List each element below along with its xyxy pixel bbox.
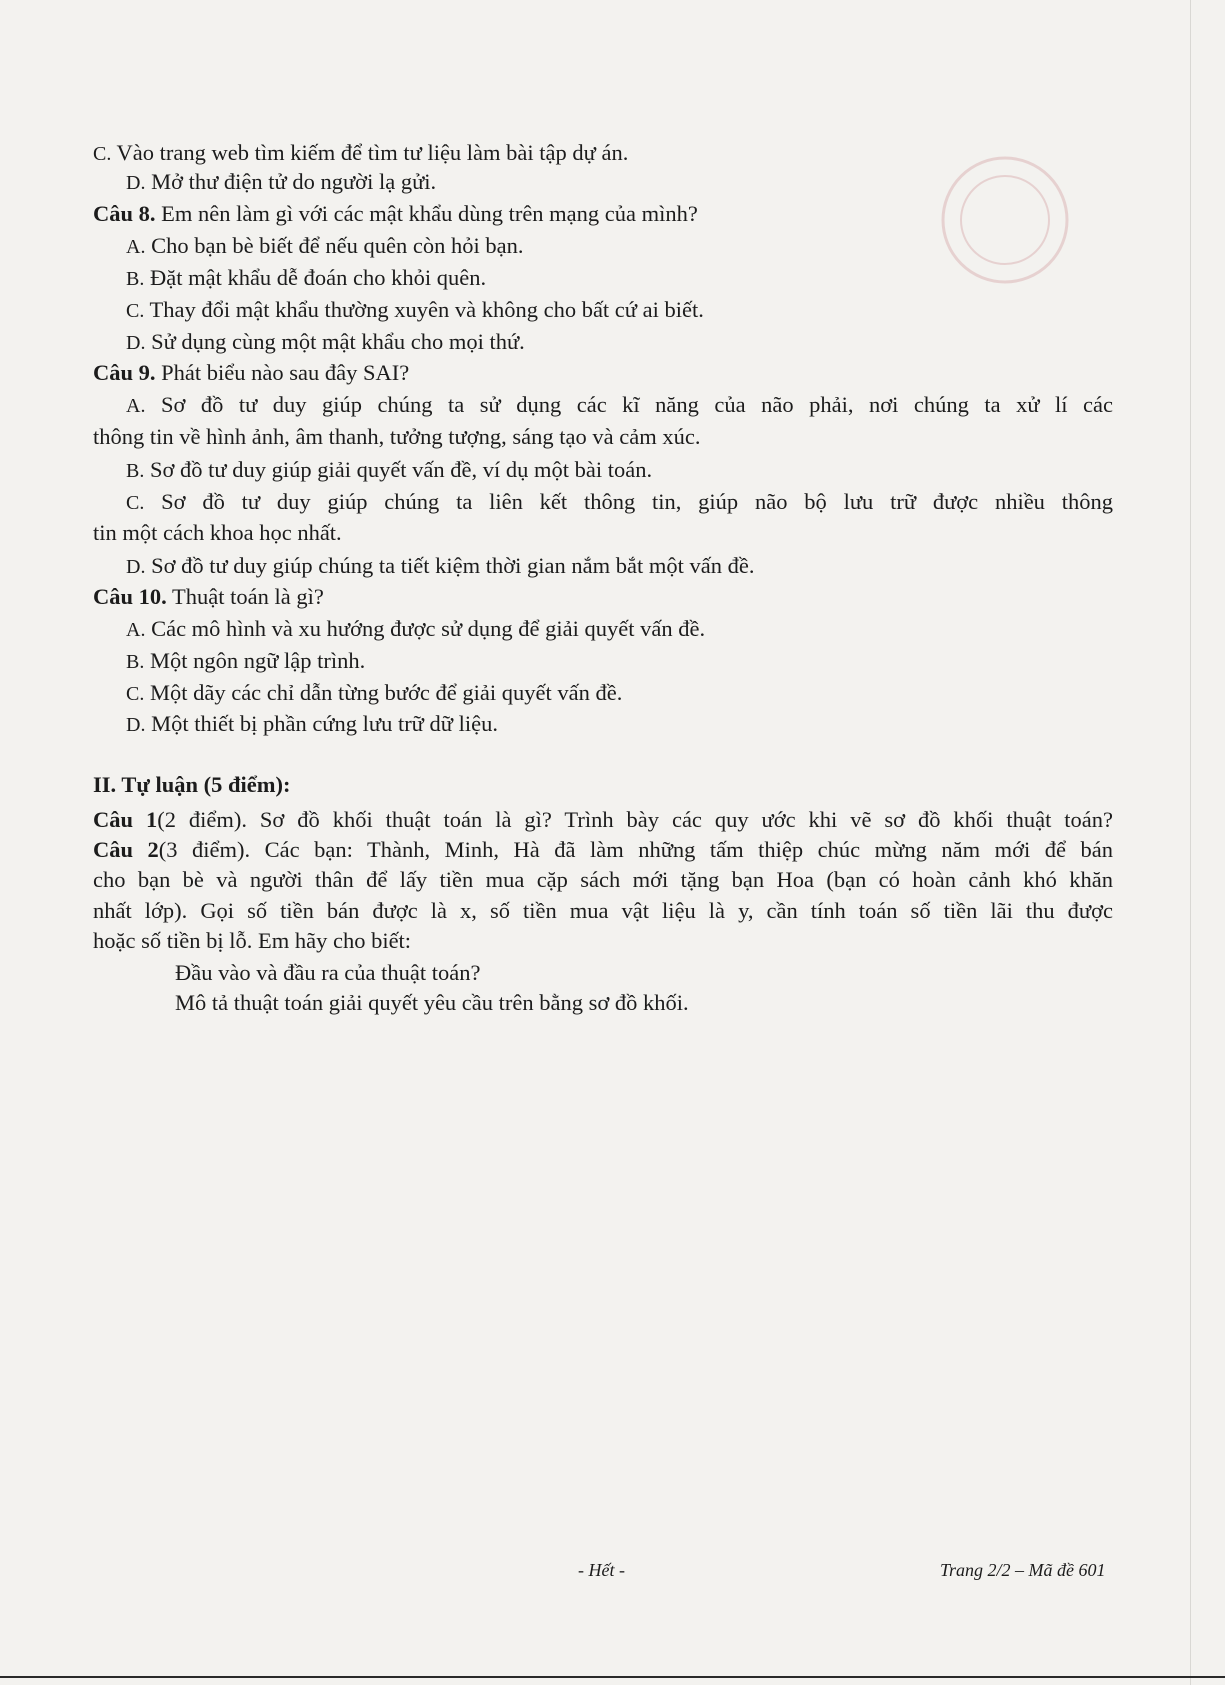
option-label: D.	[126, 332, 146, 354]
line-text: Sơ đồ tư duy giúp giải quyết vấn đề, ví dụ một bài toán.	[144, 457, 653, 482]
line-text: cho bạn bè và người thân để lấy tiền mua cặp sách mới tặng bạn Hoa (bạn có hoàn cảnh khó khăn	[93, 867, 1113, 892]
line-text: Đầu vào và đầu ra của thuật toán?	[175, 960, 481, 985]
text-line	[126, 263, 1225, 294]
line-text: Vào trang web tìm kiếm để tìm tư liệu làm bài tập dự án.	[111, 140, 629, 165]
text-line	[126, 678, 1225, 709]
text-line	[93, 518, 1225, 548]
question-label: Câu 8.	[93, 201, 156, 226]
question-label: Câu 2	[93, 837, 159, 862]
line-text: Thuật toán là gì?	[166, 584, 324, 609]
text-line	[93, 926, 1225, 956]
line-text: Một ngôn ngữ lập trình.	[144, 648, 366, 673]
text-line	[93, 805, 1113, 835]
page-and-code: Trang 2/2 – Mã đề 601	[940, 1560, 1106, 1580]
text-line	[126, 327, 1225, 358]
text-line	[93, 835, 1113, 865]
text-line	[93, 199, 1225, 229]
line-text: hoặc số tiền bị lỗ. Em hãy cho biết:	[93, 928, 412, 953]
question-label: Câu 9.	[93, 360, 156, 385]
text-line	[93, 865, 1113, 895]
question-label: Câu 1	[93, 807, 158, 832]
option-label: A.	[126, 236, 146, 258]
line-text: Phát biểu nào sau đây SAI?	[155, 360, 410, 385]
text-line	[93, 138, 1225, 169]
question-label: Câu 10.	[93, 584, 167, 609]
option-label: A.	[126, 619, 146, 641]
option-label: C.	[93, 143, 112, 165]
option-label: C.	[126, 492, 145, 514]
text-line	[126, 231, 1225, 262]
option-label: D.	[126, 714, 146, 736]
line-text: nhất lớp). Gọi số tiền bán được là x, số tiền mua vật liệu là y, cần tính toán số tiền lãi thu được	[93, 898, 1113, 923]
line-text: Sơ đồ tư duy giúp chúng ta tiết kiệm thời gian nắm bắt một vấn đề.	[145, 553, 755, 578]
option-label: A.	[126, 395, 146, 417]
text-line	[126, 455, 1225, 486]
line-text: Đặt mật khẩu dễ đoán cho khỏi quên.	[144, 265, 487, 290]
line-text: Các mô hình và xu hướng được sử dụng để giải quyết vấn đề.	[145, 616, 706, 641]
section-heading: II. Tự luận (5 điểm):	[93, 772, 291, 797]
option-label: D.	[126, 556, 146, 578]
line-text: (2 điểm). Sơ đồ khối thuật toán là gì? Trình bày các quy ước khi vẽ sơ đồ khối thuật toán?	[157, 807, 1114, 832]
line-text: Một thiết bị phần cứng lưu trữ dữ liệu.	[145, 711, 498, 736]
text-line	[126, 551, 1225, 582]
line-text: Một dãy các chỉ dẫn từng bước để giải quyết vấn đề.	[144, 680, 623, 705]
text-line	[93, 582, 1225, 612]
line-text: Sơ đồ tư duy giúp chúng ta liên kết thông tin, giúp não bộ lưu trữ được nhiều thông	[144, 489, 1113, 514]
option-label: C.	[126, 300, 145, 322]
text-line	[126, 646, 1225, 677]
end-marker: - Hết -	[578, 1560, 625, 1580]
text-line	[93, 358, 1225, 388]
line-text: Mô tả thuật toán giải quyết yêu cầu trên bằng sơ đồ khối.	[175, 990, 689, 1015]
line-text: Cho bạn bè biết để nếu quên còn hỏi bạn.	[145, 233, 524, 258]
text-line	[126, 614, 1225, 645]
line-text: Sử dụng cùng một mật khẩu cho mọi thứ.	[145, 329, 525, 354]
option-label: C.	[126, 683, 145, 705]
line-text: tin một cách khoa học nhất.	[93, 520, 342, 545]
line-text: Sơ đồ tư duy giúp chúng ta sử dụng các kĩ năng của não phải, nơi chúng ta xử lí các	[145, 392, 1113, 417]
text-line	[126, 167, 1225, 198]
line-text: thông tin về hình ảnh, âm thanh, tưởng tượng, sáng tạo và cảm xúc.	[93, 424, 701, 449]
option-label: B.	[126, 651, 145, 673]
option-label: B.	[126, 460, 145, 482]
text-line	[175, 988, 1225, 1018]
option-label: B.	[126, 268, 145, 290]
line-text: (3 điểm). Các bạn: Thành, Minh, Hà đã làm những tấm thiệp chúc mừng năm mới để bán	[158, 837, 1113, 862]
line-text: Em nên làm gì với các mật khẩu dùng trên mạng của mình?	[155, 201, 698, 226]
bottom-scan-border	[0, 1676, 1225, 1678]
text-line	[93, 896, 1113, 926]
text-line	[93, 390, 1113, 421]
text-line	[93, 422, 1225, 452]
text-line	[93, 487, 1113, 518]
text-line	[126, 295, 1225, 326]
text-line	[126, 709, 1225, 740]
line-text: Thay đổi mật khẩu thường xuyên và không cho bất cứ ai biết.	[144, 297, 704, 322]
text-line	[175, 958, 1225, 988]
text-line	[93, 770, 1225, 800]
option-label: D.	[126, 172, 146, 194]
line-text: Mở thư điện tử do người lạ gửi.	[145, 169, 437, 194]
